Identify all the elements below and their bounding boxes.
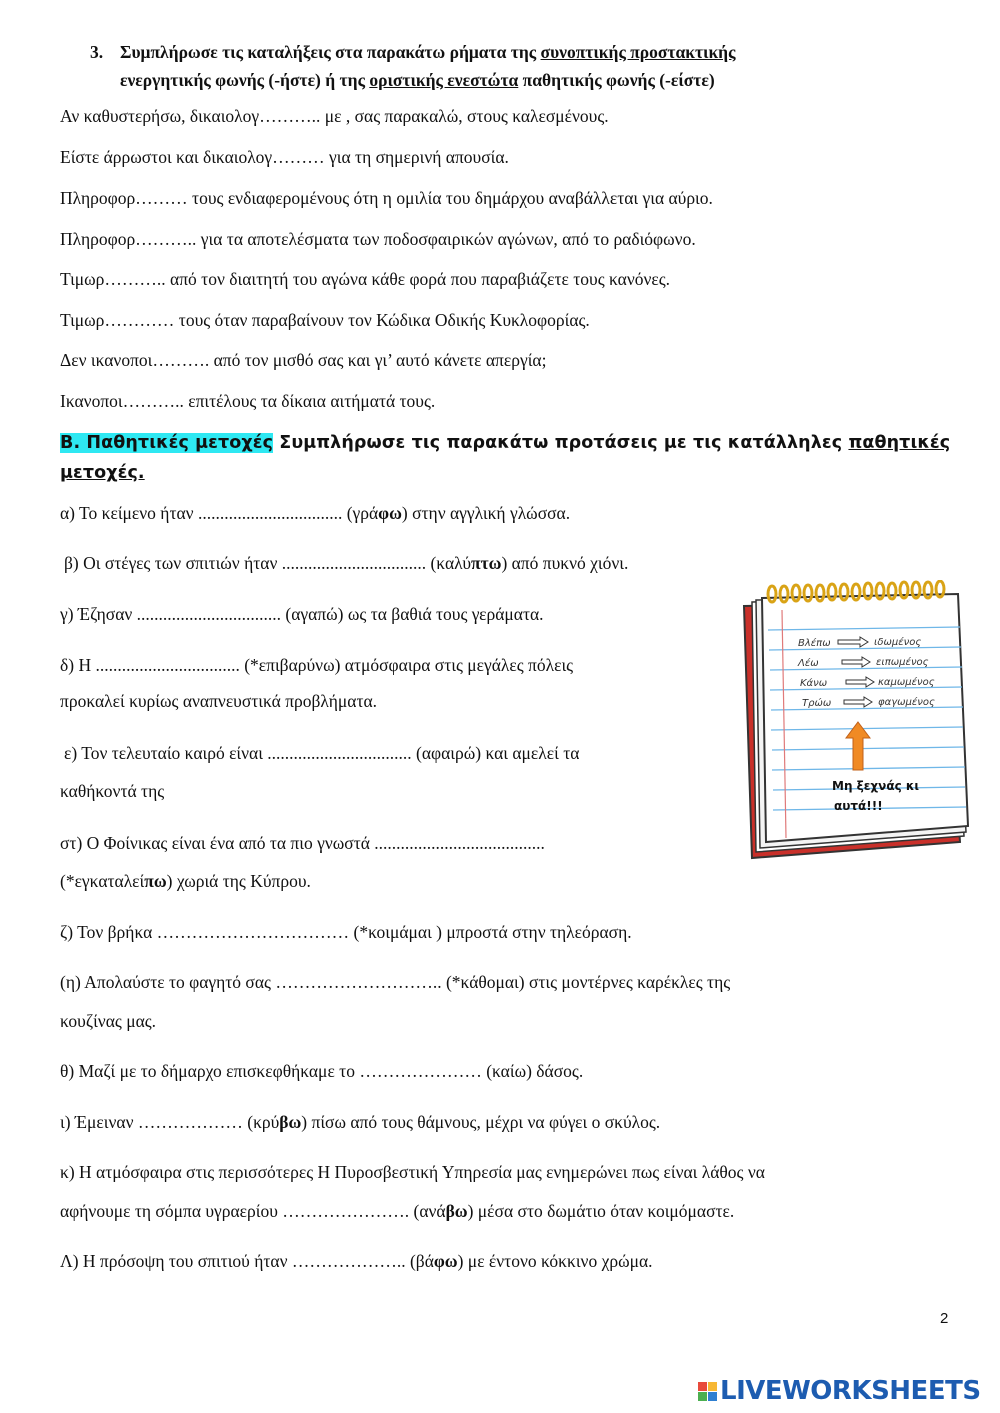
notebook-participle-1: ιδωμένος: [874, 637, 922, 648]
b-sentence-a[interactable]: α) Το κείμενο ήταν ................................. (γράφω) στην αγγλική γλώσσα.: [60, 503, 571, 523]
notebook-illustration: [738, 580, 974, 865]
b-sentence-d-line1[interactable]: δ) Η ................................. (*επιβαρύνω) ατμόσφαιρα στις μεγάλες πόλεις: [60, 655, 574, 675]
b-sentence-k-line2[interactable]: αφήνουμε τη σόμπα υγραερίου …………………. (ανάβω) μέσα στο δωμάτιο όταν κοιμόμαστε.: [60, 1201, 735, 1221]
notebook-verb-4: Τρώω: [802, 698, 832, 709]
page-number: 2: [940, 1310, 949, 1327]
notebook-participle-4: φαγωμένος: [878, 697, 935, 708]
section-b-highlight: Β. Παθητικές μετοχές: [60, 433, 274, 453]
q3-line2-underlined: οριστικής ενεστώτα: [369, 70, 519, 90]
b-sentence-z[interactable]: ζ) Τον βρήκα …………………………… (*κοιμάμαι ) μπροστά στην τηλεόραση.: [60, 922, 632, 942]
q3-sentence-5[interactable]: Τιμωρ……….. από τον διαιτητή του αγώνα κάθε φορά που παραβιάζετε τους κανόνες.: [60, 269, 671, 289]
q3-line1-underlined: συνοπτικής προστακτικής: [540, 42, 736, 62]
q3-sentence-7[interactable]: Δεν ικανοποι………. από τον μισθό σας και γι’ αυτό κάνετε απεργία;: [60, 350, 547, 370]
section-b-instruction: Συμπλήρωσε τις παρακάτω προτάσεις με τις κατάλληλες: [273, 433, 849, 453]
notebook-note-line2: αυτά!!!: [834, 799, 883, 813]
question-3-heading: [90, 38, 736, 94]
q3-line1-text: Συμπλήρωσε τις καταλήξεις στα παρακάτω ρήματα της: [120, 42, 541, 62]
b-sentence-th[interactable]: θ) Μαζί με το δήμαρχο επισκεφθήκαμε το ………………… (καίω) δάσος.: [60, 1061, 584, 1081]
q3-sentence-2[interactable]: Είστε άρρωστοι και δικαιολογ……… για τη σημερινή απουσία.: [60, 147, 509, 167]
q3-line2-text: ενεργητικής φωνής (-ήστε) ή της: [120, 70, 370, 90]
notebook-drawing: [738, 580, 974, 865]
q3-line2-end: παθητικής φωνής (-είστε): [518, 70, 715, 90]
notebook-participle-3: καμωμένος: [878, 677, 935, 688]
b-sentence-k-line1[interactable]: κ) Η ατμόσφαιρα στις περισσότερες Η Πυροσβεστική Υπηρεσία μας ενημερώνει πως είναι λάθος να: [60, 1162, 765, 1182]
liveworksheets-logo-icon: [698, 1382, 717, 1401]
q3-sentence-3[interactable]: Πληροφορ……… τους ενδιαφερομένους ότη η ομιλία του δημάρχου αναβάλλεται για αύριο.: [60, 188, 713, 208]
liveworksheets-logo[interactable]: [698, 1376, 981, 1406]
b-sentence-st-line2: (*εγκαταλείπω) χωριά της Κύπρου.: [60, 871, 311, 891]
notebook-verb-1: Βλέπω: [798, 638, 831, 649]
b-sentence-st-line1[interactable]: στ) Ο Φοίνικας είναι ένα από τα πιο γνωστά .......................................: [60, 833, 545, 853]
liveworksheets-logo-text: LIVEWORKSHEETS: [720, 1376, 981, 1406]
b-sentence-i-line1[interactable]: (η) Απολαύστε το φαγητό σας ……………………….. (*κάθομαι) στις μοντέρνες καρέκλες της: [60, 972, 731, 992]
section-b-underlined: παθητικές μετοχές.: [60, 433, 951, 483]
notebook-verb-3: Κάνω: [800, 678, 828, 689]
b-sentence-b[interactable]: β) Οι στέγες των σπιτιών ήταν ................................. (καλύπτω) από πυκνό χιόνι.: [64, 553, 629, 573]
notebook-note-line1: Μη ξεχνάς κι: [832, 779, 920, 793]
notebook-participle-2: ειπωμένος: [876, 657, 929, 668]
b-sentence-e-line2: καθήκοντά της: [60, 781, 165, 801]
b-sentence-g[interactable]: γ) Έζησαν ................................. (αγαπώ) ως τα βαθιά τους γεράματα.: [60, 604, 544, 624]
question-number: 3.: [90, 42, 104, 62]
b-sentence-d-line2: προκαλεί κυρίως αναπνευστικά προβλήματα.: [60, 691, 378, 711]
b-sentence-l[interactable]: Λ) Η πρόσοψη του σπιτιού ήταν ……………….. (βάφω) με έντονο κόκκινο χρώμα.: [60, 1251, 653, 1271]
q3-sentence-1[interactable]: Αν καθυστερήσω, δικαιολογ……….. με , σας παρακαλώ, στους καλεσμένους.: [60, 106, 609, 126]
notebook-spiral: [768, 581, 944, 602]
b-sentence-i-line2: κουζίνας μας.: [60, 1011, 157, 1031]
b-sentence-e-line1[interactable]: ε) Τον τελευταίο καιρό είναι ................................. (αφαιρώ) και αμελεί τα: [64, 743, 580, 763]
section-b-heading: [60, 428, 960, 488]
q3-sentence-8[interactable]: Ικανοποι……….. επιτέλους τα δίκαια αιτήματά τους.: [60, 391, 436, 411]
q3-sentence-4[interactable]: Πληροφορ……….. για τα αποτελέσματα των ποδοσφαιρικών αγώνων, από το ραδιόφωνο.: [60, 229, 696, 249]
notebook-verb-2: Λέω: [798, 658, 819, 669]
q3-sentence-6[interactable]: Τιμωρ………… τους όταν παραβαίνουν τον Κώδικα Οδικής Κυκλοφορίας.: [60, 310, 590, 330]
b-sentence-io[interactable]: ι) Έμειναν ……………… (κρύβω) πίσω από τους θάμνους, μέχρι να φύγει ο σκύλος.: [60, 1112, 661, 1132]
